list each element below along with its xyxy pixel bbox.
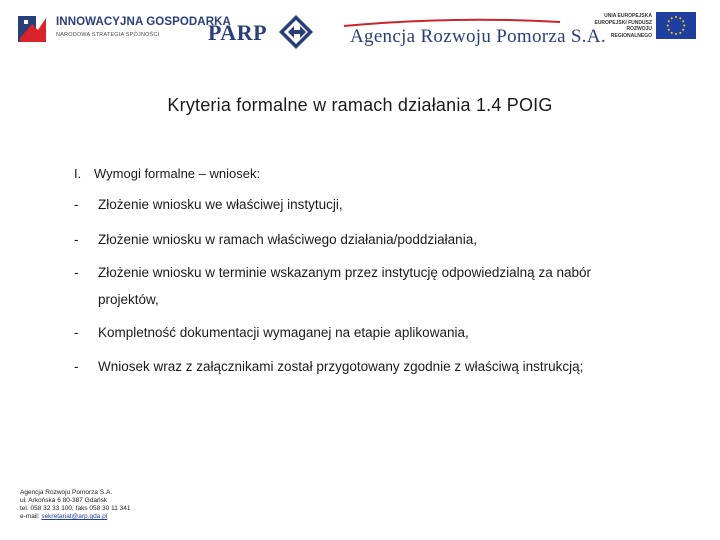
footer-email-label: e-mail: bbox=[20, 513, 42, 520]
ig-logo-subtitle: NARODOWA STRATEGIA SPÓJNOŚCI bbox=[56, 32, 160, 38]
arp-logo-text: Agencja Rozwoju Pomorza S.A. bbox=[350, 26, 606, 47]
list-item bbox=[74, 232, 477, 247]
slide-title: Kryteria formalne w ramach działania 1.4 POIG bbox=[167, 95, 553, 115]
footer-phone: tel. 058 32 33 100, faks 058 30 11 341 bbox=[20, 505, 131, 512]
footer-email-link[interactable]: sekretariat@arp.gda.pl bbox=[41, 513, 108, 520]
eu-logo bbox=[584, 12, 704, 40]
footer-address: ul. Arkońska 6 80-387 Gdańsk bbox=[20, 497, 108, 504]
eu-flag-icon bbox=[656, 12, 696, 39]
bullet-marker: - bbox=[74, 232, 79, 247]
parp-arrows-icon bbox=[278, 14, 314, 50]
eu-logo-text bbox=[584, 13, 652, 39]
eu-logo-line: EUROPEJSKI FUNDUSZ bbox=[594, 19, 652, 26]
section-heading bbox=[74, 166, 260, 181]
bullet-marker: - bbox=[74, 359, 79, 374]
footer-email-row bbox=[20, 513, 130, 521]
bullet-marker: - bbox=[74, 265, 79, 280]
innowacyjna-gospodarka-logo bbox=[16, 12, 231, 50]
list-item-text: Złożenie wniosku w terminie wskazanym przez instytucję odpowiedzialną za nabór bbox=[98, 265, 591, 280]
list-item-continuation: projektów, bbox=[98, 292, 159, 307]
ig-emblem-icon bbox=[16, 12, 50, 46]
arp-logo bbox=[342, 16, 606, 52]
list-item bbox=[74, 197, 343, 212]
list-item bbox=[74, 265, 591, 280]
bullet-marker: - bbox=[74, 325, 79, 340]
list-item-text: Złożenie wniosku w ramach właściwego działania/poddziałania, bbox=[98, 232, 477, 247]
list-item-text: Złożenie wniosku we właściwej instytucji, bbox=[98, 197, 343, 212]
list-item-text: Kompletność dokumentacji wymaganej na etapie aplikowania, bbox=[98, 325, 469, 340]
bullet-marker: - bbox=[74, 197, 79, 212]
ig-logo-title: INNOWACYJNA GOSPODARKA bbox=[56, 16, 231, 28]
section-number: I. bbox=[74, 166, 82, 181]
list-item bbox=[74, 359, 583, 374]
footer-contact bbox=[20, 489, 130, 521]
list-item bbox=[74, 325, 469, 340]
section-heading-text: Wymogi formalne – wniosek: bbox=[94, 166, 261, 181]
eu-logo-line: UNIA EUROPEJSKA bbox=[604, 13, 652, 19]
list-item-text: Wniosek wraz z załącznikami został przygotowany zgodnie z właściwą instrukcją; bbox=[98, 359, 584, 374]
parp-logo bbox=[208, 14, 338, 50]
parp-logo-text: PARP bbox=[208, 20, 268, 45]
footer-company: Agencja Rozwoju Pomorza S.A. bbox=[20, 489, 113, 496]
eu-logo-line: ROZWOJU REGIONALNEGO bbox=[610, 26, 652, 39]
